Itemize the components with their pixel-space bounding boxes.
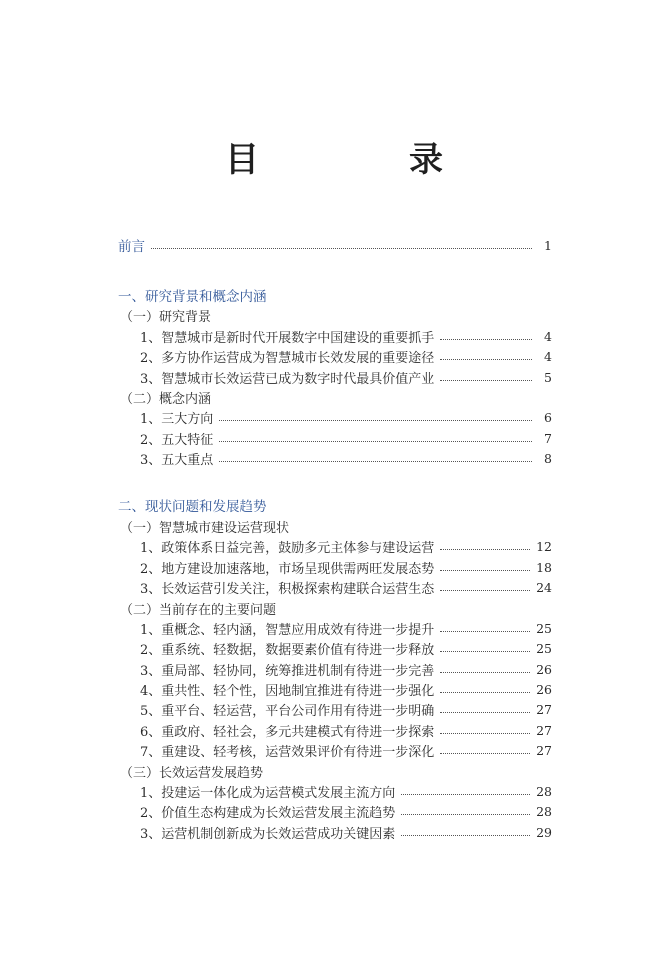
toc-page-number: 1 <box>544 237 552 253</box>
toc-page-number: 24 <box>536 579 552 595</box>
toc-page-number: 4 <box>544 348 552 364</box>
page-title: 目 录 <box>225 140 501 180</box>
leader-dots <box>440 692 530 693</box>
toc-page-number: 18 <box>536 559 552 575</box>
toc-item[interactable] <box>0 739 668 761</box>
toc-label: （一）研究背景 <box>120 309 212 325</box>
toc-subsection-heading[interactable] <box>0 386 668 408</box>
toc-page-number: 28 <box>536 783 552 799</box>
toc-page-number: 26 <box>536 681 552 697</box>
toc-label: 2、重系统、轻数据，数据要素价值有待进一步释放 <box>140 642 435 658</box>
toc-label: 3、五大重点 <box>140 452 214 468</box>
leader-dots <box>440 631 530 632</box>
leader-dots <box>440 339 532 340</box>
toc-label: 6、重政府、轻社会，多元共建模式有待进一步探索 <box>140 724 435 740</box>
leader-dots <box>219 420 532 421</box>
toc-page-number: 26 <box>536 661 552 677</box>
leader-dots <box>440 753 530 754</box>
toc-item[interactable] <box>0 821 668 843</box>
toc-item[interactable] <box>0 719 668 741</box>
toc-label: （二）当前存在的主要问题 <box>120 602 277 618</box>
toc-page-number: 8 <box>544 450 552 466</box>
toc-page-number: 12 <box>536 538 552 554</box>
toc-subsection-heading[interactable] <box>0 515 668 537</box>
toc-label: 1、智慧城市是新时代开展数字中国建设的重要抓手 <box>140 330 435 346</box>
leader-dots <box>440 733 530 734</box>
toc-item[interactable] <box>0 345 668 367</box>
toc-subsection-heading[interactable] <box>0 760 668 782</box>
toc-label: 5、重平台、轻运营，平台公司作用有待进一步明确 <box>140 703 435 719</box>
toc-page-number: 5 <box>544 369 552 385</box>
toc-page-number: 6 <box>544 409 552 425</box>
toc-item[interactable] <box>0 535 668 557</box>
toc-label: 1、重概念、轻内涵，智慧应用成效有待进一步提升 <box>140 622 435 638</box>
toc-label: 4、重共性、轻个性，因地制宜推进有待进一步强化 <box>140 683 435 699</box>
toc-page-number: 4 <box>544 328 552 344</box>
toc-label: 二、现状问题和发展趋势 <box>118 499 267 515</box>
toc-page-number: 29 <box>536 824 552 840</box>
leader-dots <box>440 570 530 571</box>
toc-label: 2、价值生态构建成为长效运营发展主流趋势 <box>140 805 396 821</box>
toc-label: 一、研究背景和概念内涵 <box>118 289 267 305</box>
toc-label: 1、投建运一体化成为运营模式发展主流方向 <box>140 785 396 801</box>
toc-label: 3、重局部、轻协同，统筹推进机制有待进一步完善 <box>140 663 435 679</box>
toc-item[interactable] <box>0 780 668 802</box>
toc-page-number: 27 <box>536 722 552 738</box>
leader-dots <box>440 590 530 591</box>
toc-label: （一）智慧城市建设运营现状 <box>120 520 290 536</box>
toc-item[interactable] <box>0 406 668 428</box>
toc-label: （二）概念内涵 <box>120 391 212 407</box>
toc-page-number: 27 <box>536 742 552 758</box>
toc-subsection-heading[interactable] <box>0 597 668 619</box>
leader-dots <box>440 651 530 652</box>
toc-page-number: 7 <box>544 430 552 446</box>
leader-dots <box>151 248 532 249</box>
toc-item[interactable] <box>0 325 668 347</box>
leader-dots <box>401 835 530 836</box>
leader-dots <box>401 814 530 815</box>
toc-item[interactable] <box>0 698 668 720</box>
toc-label: 1、三大方向 <box>140 411 214 427</box>
toc-label: 1、政策体系日益完善，鼓励多元主体参与建设运营 <box>140 540 435 556</box>
toc-item[interactable] <box>0 556 668 578</box>
toc-item[interactable] <box>0 658 668 680</box>
leader-dots <box>440 549 530 550</box>
toc-item[interactable] <box>0 800 668 822</box>
toc-item[interactable] <box>0 678 668 700</box>
toc-item[interactable] <box>0 447 668 469</box>
toc-label: 3、运营机制创新成为长效运营成功关键因素 <box>140 826 396 842</box>
toc-item[interactable] <box>0 576 668 598</box>
toc-label: （三）长效运营发展趋势 <box>120 765 264 781</box>
toc-page-number: 27 <box>536 701 552 717</box>
toc-entry-preface[interactable] <box>0 234 668 256</box>
leader-dots <box>219 441 532 442</box>
toc-label: 3、智慧城市长效运营已成为数字时代最具价值产业 <box>140 371 435 387</box>
leader-dots <box>219 461 532 462</box>
toc-page-number: 28 <box>536 803 552 819</box>
leader-dots <box>440 380 532 381</box>
toc-label: 7、重建设、轻考核，运营效果评价有待进一步深化 <box>140 744 435 760</box>
toc-label: 3、长效运营引发关注，积极探索构建联合运营生态 <box>140 581 435 597</box>
toc-label: 2、多方协作运营成为智慧城市长效发展的重要途径 <box>140 350 435 366</box>
toc-item[interactable] <box>0 637 668 659</box>
toc-page-number: 25 <box>536 640 552 656</box>
toc-label: 2、地方建设加速落地，市场呈现供需两旺发展态势 <box>140 561 435 577</box>
leader-dots <box>401 794 530 795</box>
toc-section-heading[interactable] <box>0 494 668 516</box>
toc-label: 2、五大特征 <box>140 432 214 448</box>
toc-item[interactable] <box>0 366 668 388</box>
toc-page-number: 25 <box>536 620 552 636</box>
toc-section-heading[interactable] <box>0 284 668 306</box>
toc-item[interactable] <box>0 427 668 449</box>
leader-dots <box>440 672 530 673</box>
toc-label: 前言 <box>118 239 145 255</box>
toc-subsection-heading[interactable] <box>0 304 668 326</box>
leader-dots <box>440 712 530 713</box>
toc-item[interactable] <box>0 617 668 639</box>
leader-dots <box>440 359 532 360</box>
